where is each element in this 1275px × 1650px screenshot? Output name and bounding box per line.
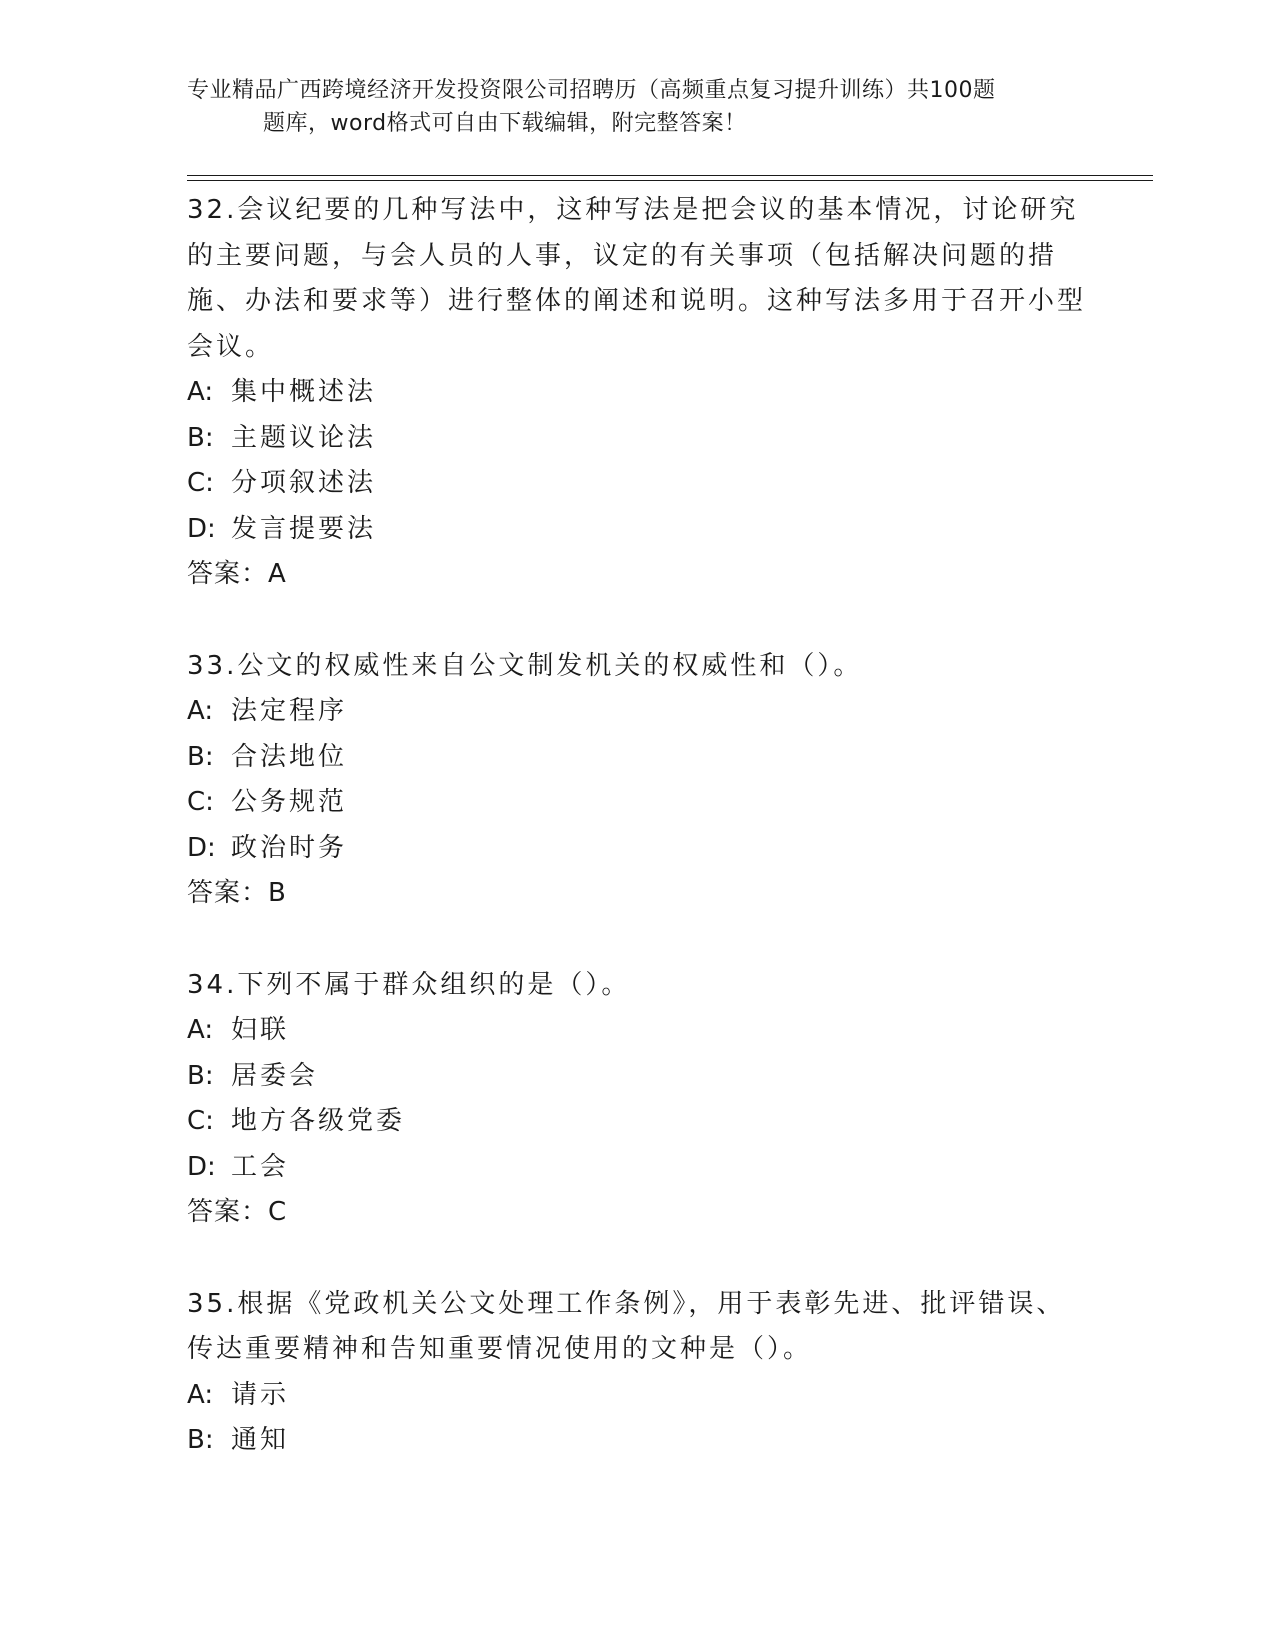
option-c — [187, 461, 1087, 507]
option-text: 公务规范 — [231, 787, 348, 817]
option-key: A: — [187, 1015, 214, 1045]
option-key: C: — [187, 1106, 214, 1136]
option-a — [187, 1008, 1087, 1054]
question-stem: 35.根据《党政机关公文处理工作条例》，用于表彰先进、批评错误、传达重要精神和告知重要情况使用的文种是（）。 — [187, 1288, 1066, 1364]
option-key: B: — [187, 1060, 214, 1091]
option-text: 集中概述法 — [231, 377, 377, 407]
option-key: D: — [187, 832, 216, 863]
option-d — [187, 1145, 1087, 1191]
option-d — [187, 826, 1087, 872]
option-b — [187, 1418, 1087, 1464]
option-text: 政治时务 — [231, 832, 348, 863]
option-key: B: — [187, 1425, 214, 1455]
question-stem: 33.公文的权威性来自公文制发机关的权威性和（）。 — [187, 650, 863, 681]
option-key: C: — [187, 468, 214, 498]
answer-label: 答案：C — [187, 1197, 288, 1227]
question-33 — [187, 644, 1087, 917]
option-text: 发言提要法 — [231, 513, 377, 544]
option-key: B: — [187, 741, 214, 772]
question-list — [187, 188, 1087, 1510]
option-text: 法定程序 — [231, 696, 348, 726]
question-stem: 34.下列不属于群众组织的是（）。 — [187, 969, 631, 1000]
option-c — [187, 1099, 1087, 1145]
option-key: A: — [187, 377, 214, 407]
header-rule-bottom — [187, 180, 1153, 181]
option-d — [187, 507, 1087, 553]
option-key: A: — [187, 1379, 214, 1410]
option-text: 地方各级党委 — [231, 1106, 406, 1136]
question-stem: 32.会议纪要的几种写法中，这种写法是把会议的基本情况，讨论研究的主要问题，与会人员的人事，议定的有关事项（包括解决问题的措施、办法和要求等）进行整体的阐述和说明。这种写法多用于召开小型会议。 — [187, 195, 1087, 362]
document-header — [187, 74, 1087, 140]
option-text: 妇联 — [231, 1015, 290, 1045]
option-text: 通知 — [231, 1425, 290, 1455]
option-key: C: — [187, 787, 214, 817]
header-line-1: 专业精品广西跨境经济开发投资限公司招聘历（高频重点复习提升训练）共100题 — [187, 78, 996, 103]
option-key: D: — [187, 1151, 216, 1182]
option-text: 分项叙述法 — [231, 468, 377, 498]
option-b — [187, 735, 1087, 781]
option-c — [187, 780, 1087, 826]
header-rule-top — [187, 175, 1153, 176]
question-35 — [187, 1282, 1087, 1464]
header-line-2: 题库，word格式可自由下载编辑，附完整答案！ — [263, 111, 747, 136]
option-a — [187, 689, 1087, 735]
answer-label: 答案：A — [187, 559, 287, 589]
answer-label: 答案：B — [187, 878, 287, 908]
option-text: 合法地位 — [231, 741, 348, 772]
question-32 — [187, 188, 1087, 598]
option-text: 居委会 — [231, 1060, 319, 1091]
option-key: D: — [187, 513, 216, 544]
option-b — [187, 1054, 1087, 1100]
option-text: 主题议论法 — [231, 422, 377, 453]
option-text: 工会 — [231, 1151, 290, 1182]
option-key: B: — [187, 422, 214, 453]
option-b — [187, 416, 1087, 462]
option-text: 请示 — [231, 1379, 290, 1410]
question-34 — [187, 963, 1087, 1236]
option-a — [187, 1373, 1087, 1419]
option-key: A: — [187, 696, 214, 726]
option-a — [187, 370, 1087, 416]
